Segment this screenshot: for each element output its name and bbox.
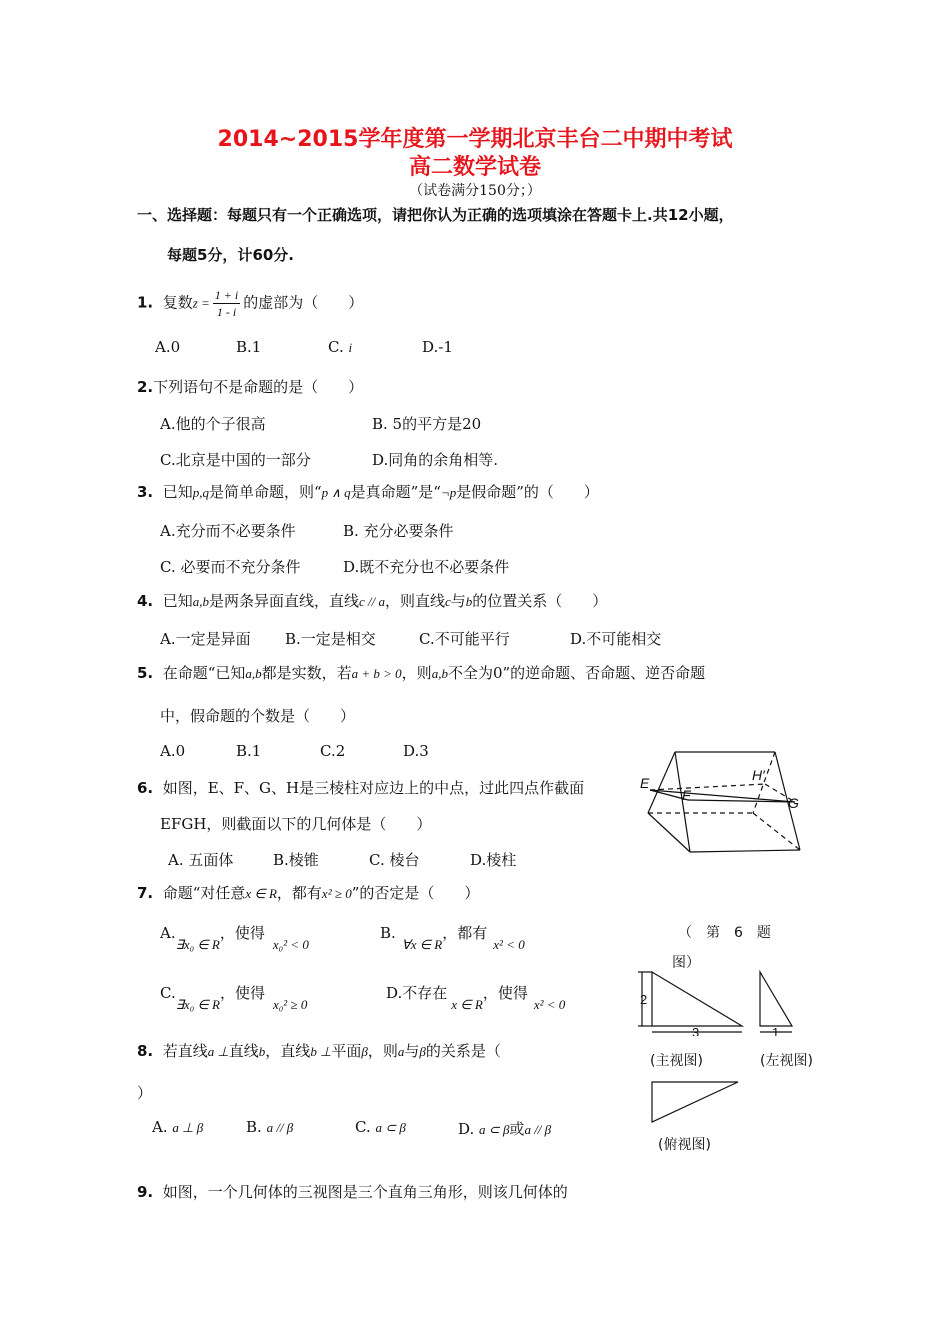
q7-d-math2: x² < 0: [533, 997, 566, 1012]
q5-option-c: C.2: [320, 742, 346, 760]
q4-text: 是两条异面直线，直线: [208, 592, 359, 610]
q7-option-b: [380, 922, 525, 952]
q7-b-math: ∀x ∈ R: [401, 937, 443, 952]
q2-option-d: D.同角的余角相等.: [372, 451, 499, 469]
q7-c-label: C.: [160, 984, 176, 1002]
q7-c-math2: x₀² ≥ 0: [273, 997, 308, 1012]
label-e: E: [640, 775, 650, 791]
q1-numerator: 1 + i: [214, 288, 239, 302]
q5-line2: 中，假命题的个数是（ ）: [160, 707, 356, 725]
q5-math: a,b: [431, 666, 448, 681]
dim-side-width: 1: [772, 1025, 780, 1036]
q3-text: 是简单命题，则“: [208, 483, 322, 501]
q2-text: 下列语句不是命题的是（ ）: [153, 378, 364, 396]
q1-option-c-math: i: [348, 340, 353, 355]
q2-option-c: C.北京是中国的一部分: [160, 451, 311, 469]
q7-a-label: A.: [160, 924, 176, 942]
label-g: G: [788, 795, 799, 811]
q7-math: x ∈ R: [245, 886, 277, 901]
question-1: [137, 287, 363, 320]
q8-a-label: A.: [152, 1118, 168, 1136]
q7-math: x² ≥ 0: [321, 886, 352, 901]
q1-suffix: 的虚部为（ ）: [243, 293, 364, 312]
q1-option-a: A.0: [155, 338, 181, 356]
q5-option-d: D.3: [403, 742, 429, 760]
q7-b-label: B.: [380, 924, 396, 942]
label-f: F: [682, 787, 691, 803]
q4-text: 的位置关系（ ）: [472, 592, 608, 610]
q8-text: 与: [404, 1042, 420, 1060]
q8-text: 若直线: [162, 1042, 208, 1060]
q8-text: 的关系是（: [425, 1042, 501, 1060]
q7-d-math: x ∈ R: [451, 997, 483, 1012]
exam-subtitle: （试卷满分150分；）: [409, 183, 541, 199]
question-number: 5.: [137, 664, 154, 682]
q8-option-b: [246, 1118, 293, 1136]
q8-b-math: a // β: [266, 1120, 294, 1135]
q8-math: β: [361, 1044, 368, 1059]
q7-a-math: ∃x₀ ∈ R: [175, 937, 220, 952]
q8-text: 直线: [228, 1042, 259, 1060]
q3-option-c: C. 必要而不充分条件: [160, 558, 301, 576]
q4-math: a,b: [192, 594, 209, 609]
top-view-label: (俯视图): [658, 1137, 711, 1153]
q7-b-text: ，都有: [442, 924, 488, 942]
q7-b-math2: x² < 0: [493, 937, 525, 952]
q4-option-a: A.一定是异面: [160, 630, 251, 648]
question-number: 8.: [137, 1042, 154, 1060]
q9-text: 如图，一个几何体的三视图是三个直角三角形，则该几何体的: [162, 1183, 568, 1201]
section-heading-line2: 每题5分，计60分.: [167, 246, 295, 264]
q1-option-c: [328, 338, 352, 356]
question-9: [137, 1181, 568, 1202]
q8-math: a: [397, 1044, 405, 1059]
q5-text: 都是实数，若: [261, 664, 352, 682]
q8-a-math: a ⊥ β: [172, 1120, 204, 1135]
question-number: 7.: [137, 884, 154, 902]
q8-math: b ⊥: [310, 1044, 332, 1059]
exam-title-line1: 2014~2015学年度第一学期北京丰台二中期中考试: [217, 127, 733, 152]
q7-c-text: ，使得: [220, 984, 266, 1002]
q1-denominator: 1 - i: [216, 305, 237, 319]
exam-title-line2: 高二数学试卷: [408, 155, 541, 180]
question-number: 6.: [137, 779, 154, 797]
q5-math: a,b: [245, 666, 262, 681]
question-6: [137, 777, 584, 798]
q8-c-label: C.: [355, 1118, 371, 1136]
question-2: [137, 376, 363, 397]
q3-math: p,q: [192, 485, 209, 500]
figure6-caption-line1: （ 第 6 题: [678, 925, 771, 941]
q1-prefix: 复数: [162, 293, 193, 312]
prism-figure: [640, 748, 815, 860]
front-and-side-view-figure: [630, 966, 830, 1036]
q8-option-d: [458, 1118, 551, 1139]
question-4: [137, 590, 607, 611]
q3-option-d: D.既不充分也不必要条件: [343, 558, 510, 576]
q4-option-b: B.一定是相交: [285, 630, 376, 648]
q5-text: 不全为0”的逆命题、否命题、逆否命题: [447, 664, 706, 682]
figure6-caption-line2: 图）: [672, 955, 700, 971]
question-7: [137, 882, 479, 903]
q8-math: b: [258, 1044, 266, 1059]
question-5: [137, 662, 705, 683]
question-number: 3.: [137, 483, 154, 501]
question-number: 1.: [137, 293, 154, 312]
q4-math: c // a: [358, 594, 385, 609]
dim-height: 2: [640, 992, 648, 1007]
side-view-label: (左视图): [760, 1053, 813, 1069]
q1-option-b: B.1: [236, 338, 262, 356]
q8-d-math: a ⊂ β: [479, 1122, 510, 1137]
q3-text: 是真命题”是“: [350, 483, 441, 501]
section-heading-line1: 一、选择题：每题只有一个正确选项，请把你认为正确的选项填涂在答题卡上.共12小题，: [137, 206, 734, 224]
q1-option-d: D.-1: [422, 338, 453, 356]
q8-d-or: 或: [509, 1120, 525, 1138]
q5-math: a + b > 0: [351, 666, 402, 681]
q3-option-b: B. 充分必要条件: [343, 522, 454, 540]
q3-math: p ∧ q: [321, 485, 351, 500]
q5-text: ，则: [401, 664, 432, 682]
q8-text: 平面: [331, 1042, 362, 1060]
q7-a-math2: x₀² < 0: [272, 937, 309, 952]
top-view-figure: [648, 1078, 744, 1128]
q7-option-d: [386, 982, 566, 1012]
q7-d-text: ，使得: [482, 984, 528, 1002]
q1-z: z =: [192, 295, 210, 311]
q8-line2: ）: [137, 1084, 153, 1102]
q8-option-c: [355, 1118, 406, 1136]
q6-option-b: B.棱锥: [273, 851, 319, 869]
q1-option-c-label: C.: [328, 338, 344, 356]
q7-text: 命题“对任意: [162, 884, 246, 902]
q4-option-c: C.不可能平行: [419, 630, 510, 648]
q2-option-b: B. 5的平方是20: [372, 415, 482, 433]
q1-fraction: [213, 287, 240, 320]
q7-text: ，都有: [276, 884, 322, 902]
question-number: 2.: [137, 378, 154, 396]
q8-math: a ⊥: [207, 1044, 229, 1059]
q4-text: 已知: [162, 592, 193, 610]
q8-text: ，直线: [265, 1042, 311, 1060]
q8-d-label: D.: [458, 1120, 475, 1138]
q3-text: 已知: [162, 483, 193, 501]
q6-option-c: C. 棱台: [369, 851, 420, 869]
question-3: [137, 481, 599, 502]
q7-text: ”的否定是（ ）: [351, 884, 480, 902]
q6-text: 如图，E、F、G、H是三棱柱对应边上的中点，过此四点作截面: [162, 779, 585, 797]
dim-front-width: 3: [692, 1025, 700, 1036]
q2-option-a: A.他的个子很高: [160, 415, 266, 433]
q8-c-math: a ⊂ β: [375, 1120, 406, 1135]
q8-d-math2: a // β: [524, 1122, 552, 1137]
q8-b-label: B.: [246, 1118, 262, 1136]
q8-option-a: [152, 1118, 203, 1136]
q3-text: 是假命题”的（ ）: [456, 483, 599, 501]
q8-math: β: [419, 1044, 426, 1059]
label-h: H′: [752, 767, 765, 783]
q7-option-a: [160, 922, 309, 952]
q5-option-a: A.0: [160, 742, 186, 760]
question-number: 4.: [137, 592, 154, 610]
q7-a-text: ，使得: [219, 924, 265, 942]
q4-math: c: [444, 594, 451, 609]
question-8: [137, 1040, 501, 1061]
q3-math: ¬p: [440, 485, 457, 500]
front-view-label: (主视图): [650, 1053, 703, 1069]
q5-option-b: B.1: [236, 742, 262, 760]
q4-math: b: [465, 594, 473, 609]
q4-text: 与: [450, 592, 466, 610]
question-number: 9.: [137, 1183, 154, 1201]
q8-text: ，则: [367, 1042, 398, 1060]
q4-option-d: D.不可能相交: [570, 630, 662, 648]
q7-option-c: [160, 982, 308, 1012]
q5-text: 在命题“已知: [162, 664, 246, 682]
q6-line2: EFGH，则截面以下的几何体是（ ）: [160, 815, 432, 833]
q6-option-d: D.棱柱: [470, 851, 517, 869]
q7-d-label: D.不存在: [386, 984, 448, 1002]
q7-c-math: ∃x₀ ∈ R: [175, 997, 220, 1012]
q6-option-a: A. 五面体: [168, 851, 234, 869]
q3-option-a: A.充分而不必要条件: [160, 522, 296, 540]
q4-text: ，则直线: [384, 592, 445, 610]
